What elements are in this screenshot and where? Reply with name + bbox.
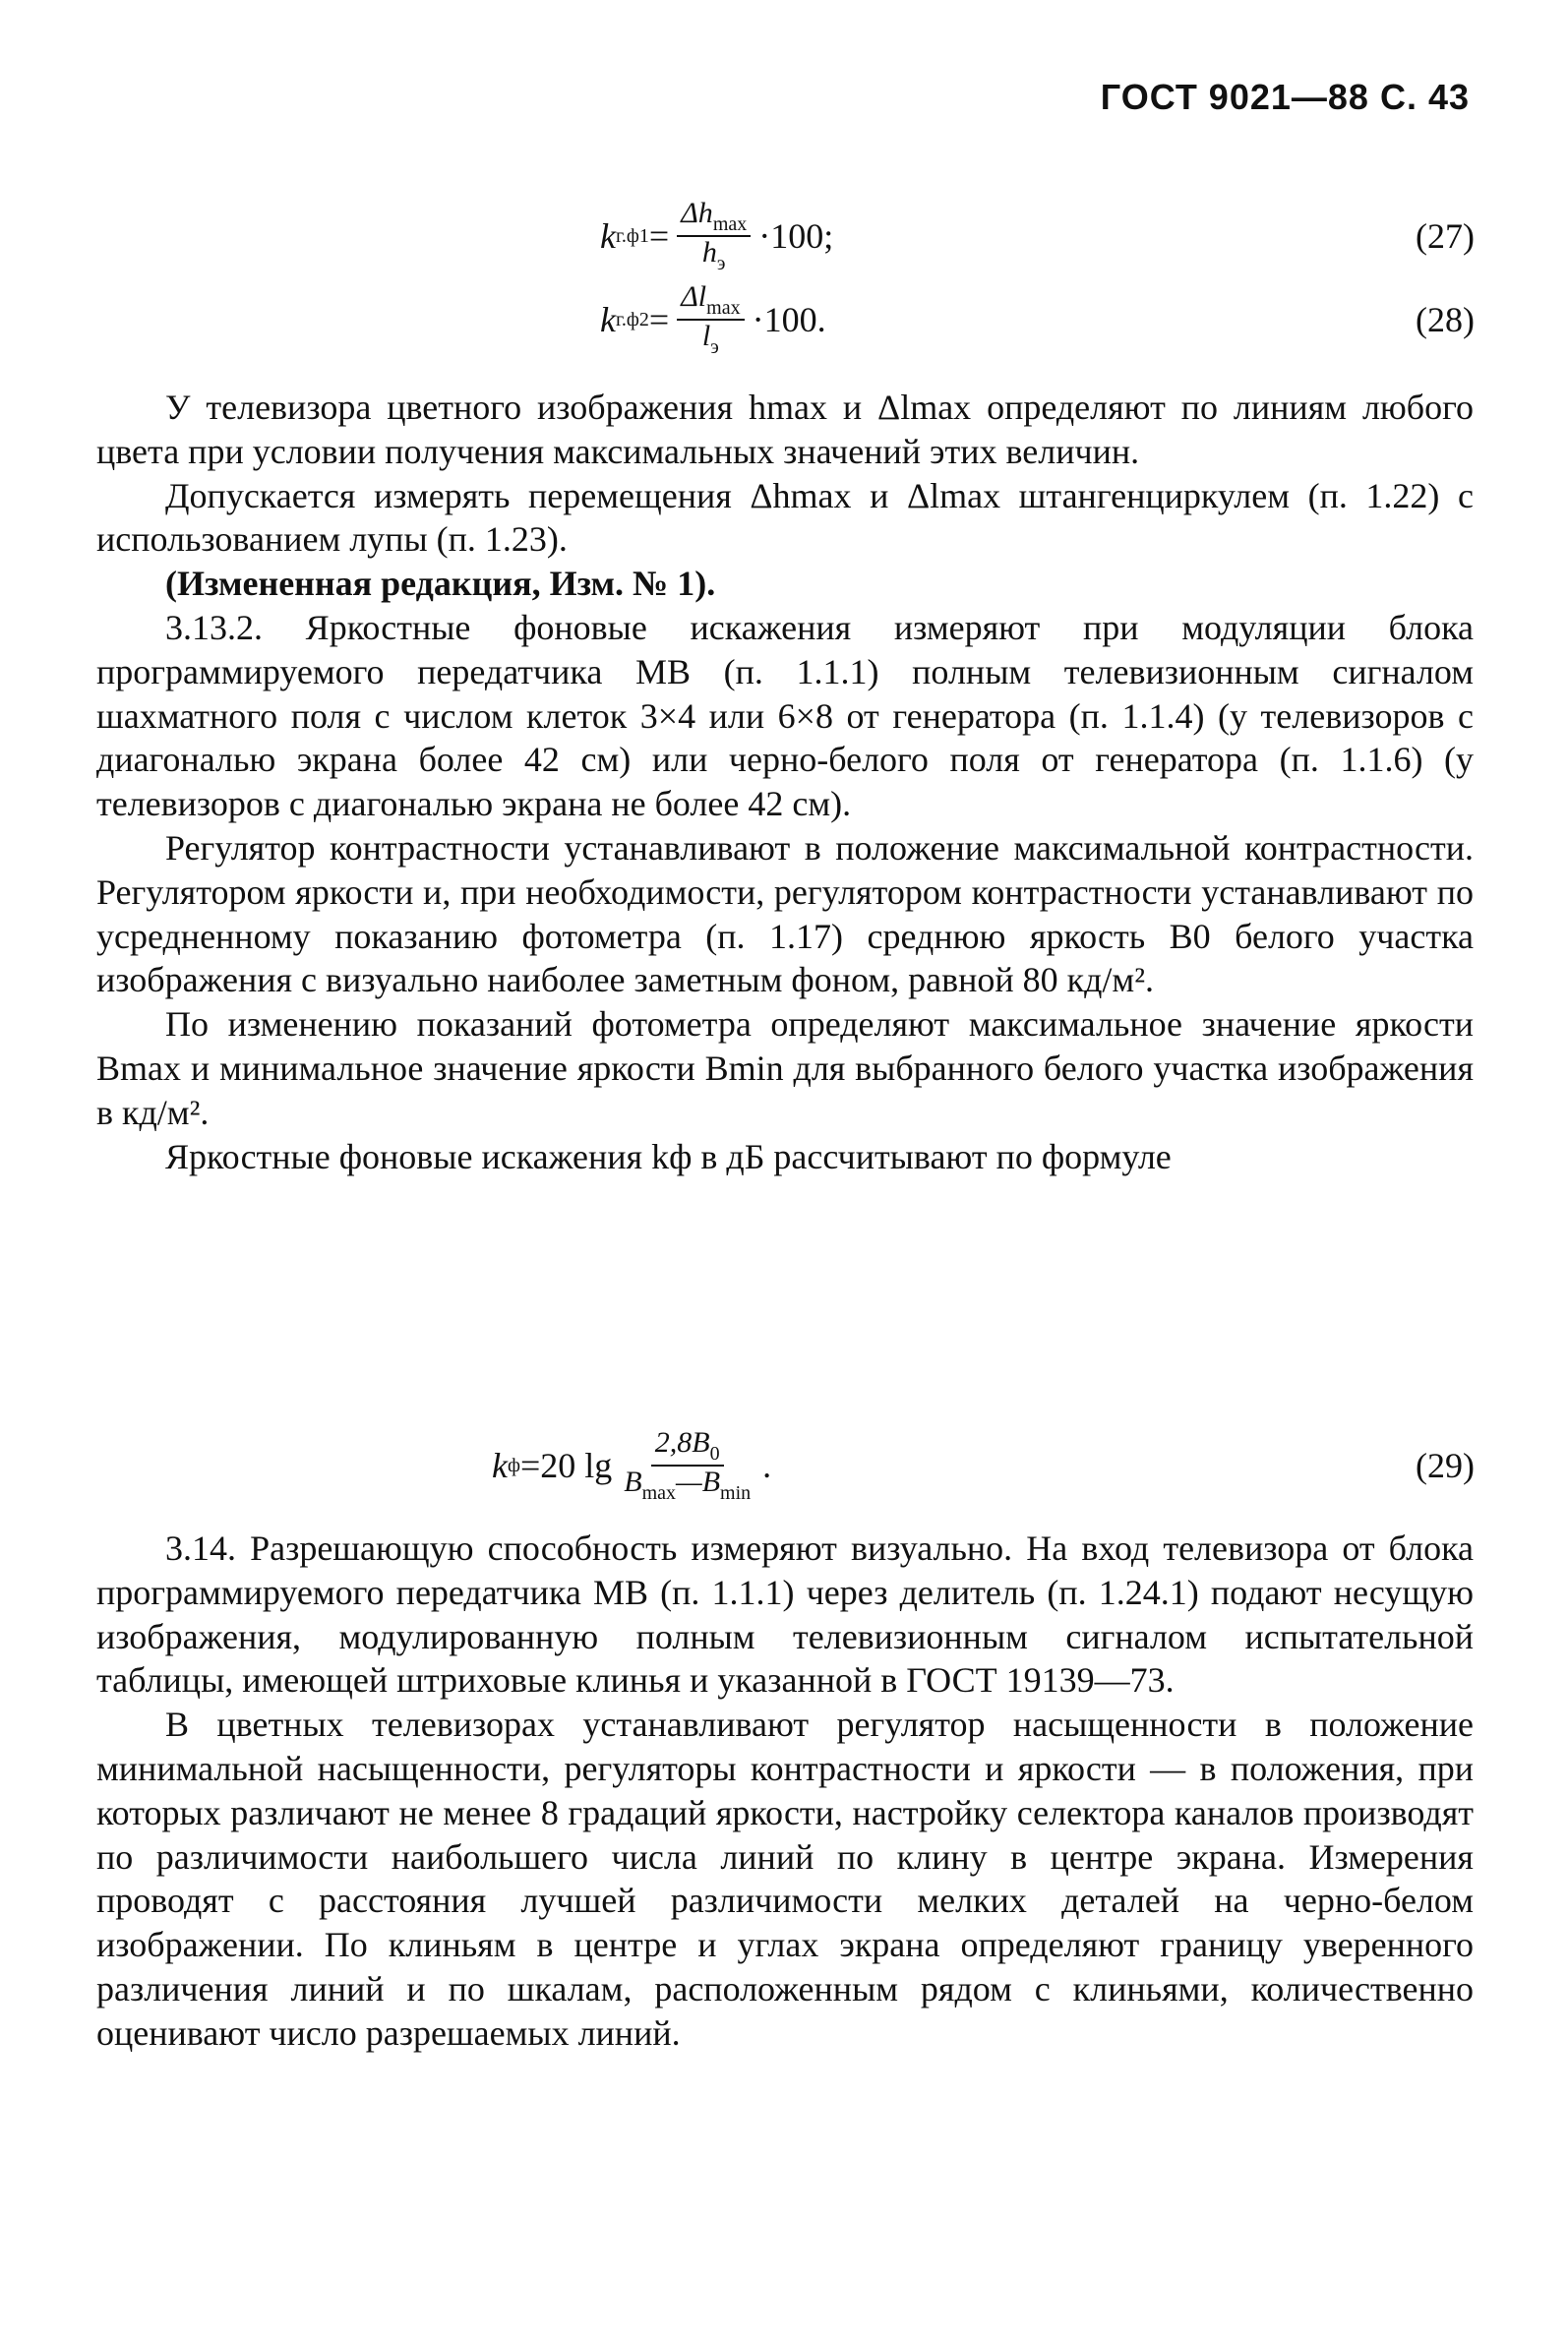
- formula-lhs-sub: ф: [507, 1454, 520, 1476]
- denominator-2-sub: min: [720, 1482, 752, 1504]
- formula-equals: =20 lg: [519, 1446, 613, 1485]
- formula-tail: ·100;: [758, 216, 834, 256]
- formula-equals: =: [648, 216, 670, 256]
- amendment-note: (Измененная редакция, Изм. № 1).: [165, 564, 716, 604]
- paragraph-1: У телевизора цветного изображения hmax и Δlmax определяют по линиям любого цвета при условии получения максимальных значений этих величин.: [96, 388, 1474, 471]
- formula-tail: ·100.: [752, 300, 826, 339]
- text-block-2: [96, 1527, 1474, 2056]
- fraction-numerator: 2,8B: [654, 1426, 710, 1459]
- formula-28: [0, 266, 1568, 374]
- fraction-denominator: B: [624, 1466, 642, 1498]
- paragraph-6: Яркостные фоновые искажения kф в дБ рассчитывают по формуле: [165, 1136, 1172, 1176]
- fraction-numerator: Δh: [681, 197, 713, 229]
- page-header: ГОСТ 9021—88 С. 43: [1100, 77, 1470, 117]
- equation-number: (28): [1416, 300, 1475, 339]
- numerator-sub: max: [712, 213, 748, 235]
- formula-lhs: k: [600, 300, 616, 339]
- formula-fraction: [677, 198, 751, 274]
- formula-fraction: [677, 281, 744, 358]
- fraction-denominator: h: [701, 236, 717, 269]
- formula-lhs-sub: г.ф1: [615, 224, 649, 247]
- formula-lhs: k: [492, 1446, 508, 1485]
- text-block-1: [96, 386, 1474, 1178]
- equation-number: (29): [1416, 1446, 1475, 1485]
- formula-tail: .: [762, 1446, 772, 1485]
- fraction-denominator-2: —B: [676, 1466, 721, 1498]
- paragraph-5: По изменению показаний фотометра определяют максимальное значение яркости Bmax и минимальное значение яркости Bmin для выбранного белого участка изображения в кд/м².: [96, 1004, 1474, 1132]
- paragraph-3-14: 3.14. Разрешающую способность измеряют визуально. На вход телевизора от блока программируемого передатчика МВ (п. 1.1.1) через делитель (п. 1.24.1) подают несущую изображения, модулированную полным телевизионным сигналом испытательной таблицы, имеющей штриховые клинья и указанной в ГОСТ 19139—73.: [96, 1528, 1474, 1701]
- formula-29: [0, 1411, 1568, 1520]
- denominator-sub: э: [710, 336, 719, 358]
- numerator-sub: max: [706, 297, 741, 319]
- paragraph-3-13-2: 3.13.2. Яркостные фоновые искажения измеряют при модуляции блока программируемого передатчика МВ (п. 1.1.1) полным телевизионным сигналом шахматного поля с числом клеток 3×4 или 6×8 от генератора (п. 1.1.4) (у телевизоров с диагональю экрана более 42 см) или черно-белого поля от генератора (п. 1.1.6) (у телевизоров с диагональю экрана не более 42 см).: [96, 607, 1474, 824]
- paragraph-8: В цветных телевизорах устанавливают регулятор насыщенности в положение минимальной насыщенности, регуляторы контрастности и яркости — в положения, при которых различают не менее 8 градаций яркости, настройку селектора каналов производят по различимости наибольшего числа линий по клину в центре экрана. Измерения проводят с расстояния лучшей различимости мелких деталей на черно-белом изображении. По клиньям в центре и углах экрана определяют границу уверенного различения линий и по шкалам, расположенным рядом с клиньями, количественно оценивают число разрешаемых линий.: [96, 1705, 1474, 2053]
- equation-number: (27): [1416, 216, 1475, 256]
- numerator-sub: 0: [709, 1443, 720, 1465]
- paragraph-4: Регулятор контрастности устанавливают в положение максимальной контрастности. Регулятором яркости и, при необходимости, регулятором контрастности устанавливают по усредненному показанию фотометра (п. 1.17) среднюю яркость B0 белого участка изображения с визуально наиболее заметным фоном, равной 80 кд/м².: [96, 827, 1474, 1000]
- formula-lhs-sub: г.ф2: [615, 308, 649, 330]
- denominator-sub: max: [641, 1482, 677, 1504]
- formula-lhs: k: [600, 216, 616, 256]
- formula-fraction: [620, 1427, 754, 1504]
- formula-equals: =: [648, 300, 670, 339]
- paragraph-2: Допускается измерять перемещения Δhmax и Δlmax штангенциркулем (п. 1.22) с использованием лупы (п. 1.23).: [96, 475, 1474, 560]
- denominator-sub: э: [716, 253, 726, 274]
- fraction-numerator: Δl: [681, 280, 707, 313]
- fraction-denominator: l: [701, 320, 711, 352]
